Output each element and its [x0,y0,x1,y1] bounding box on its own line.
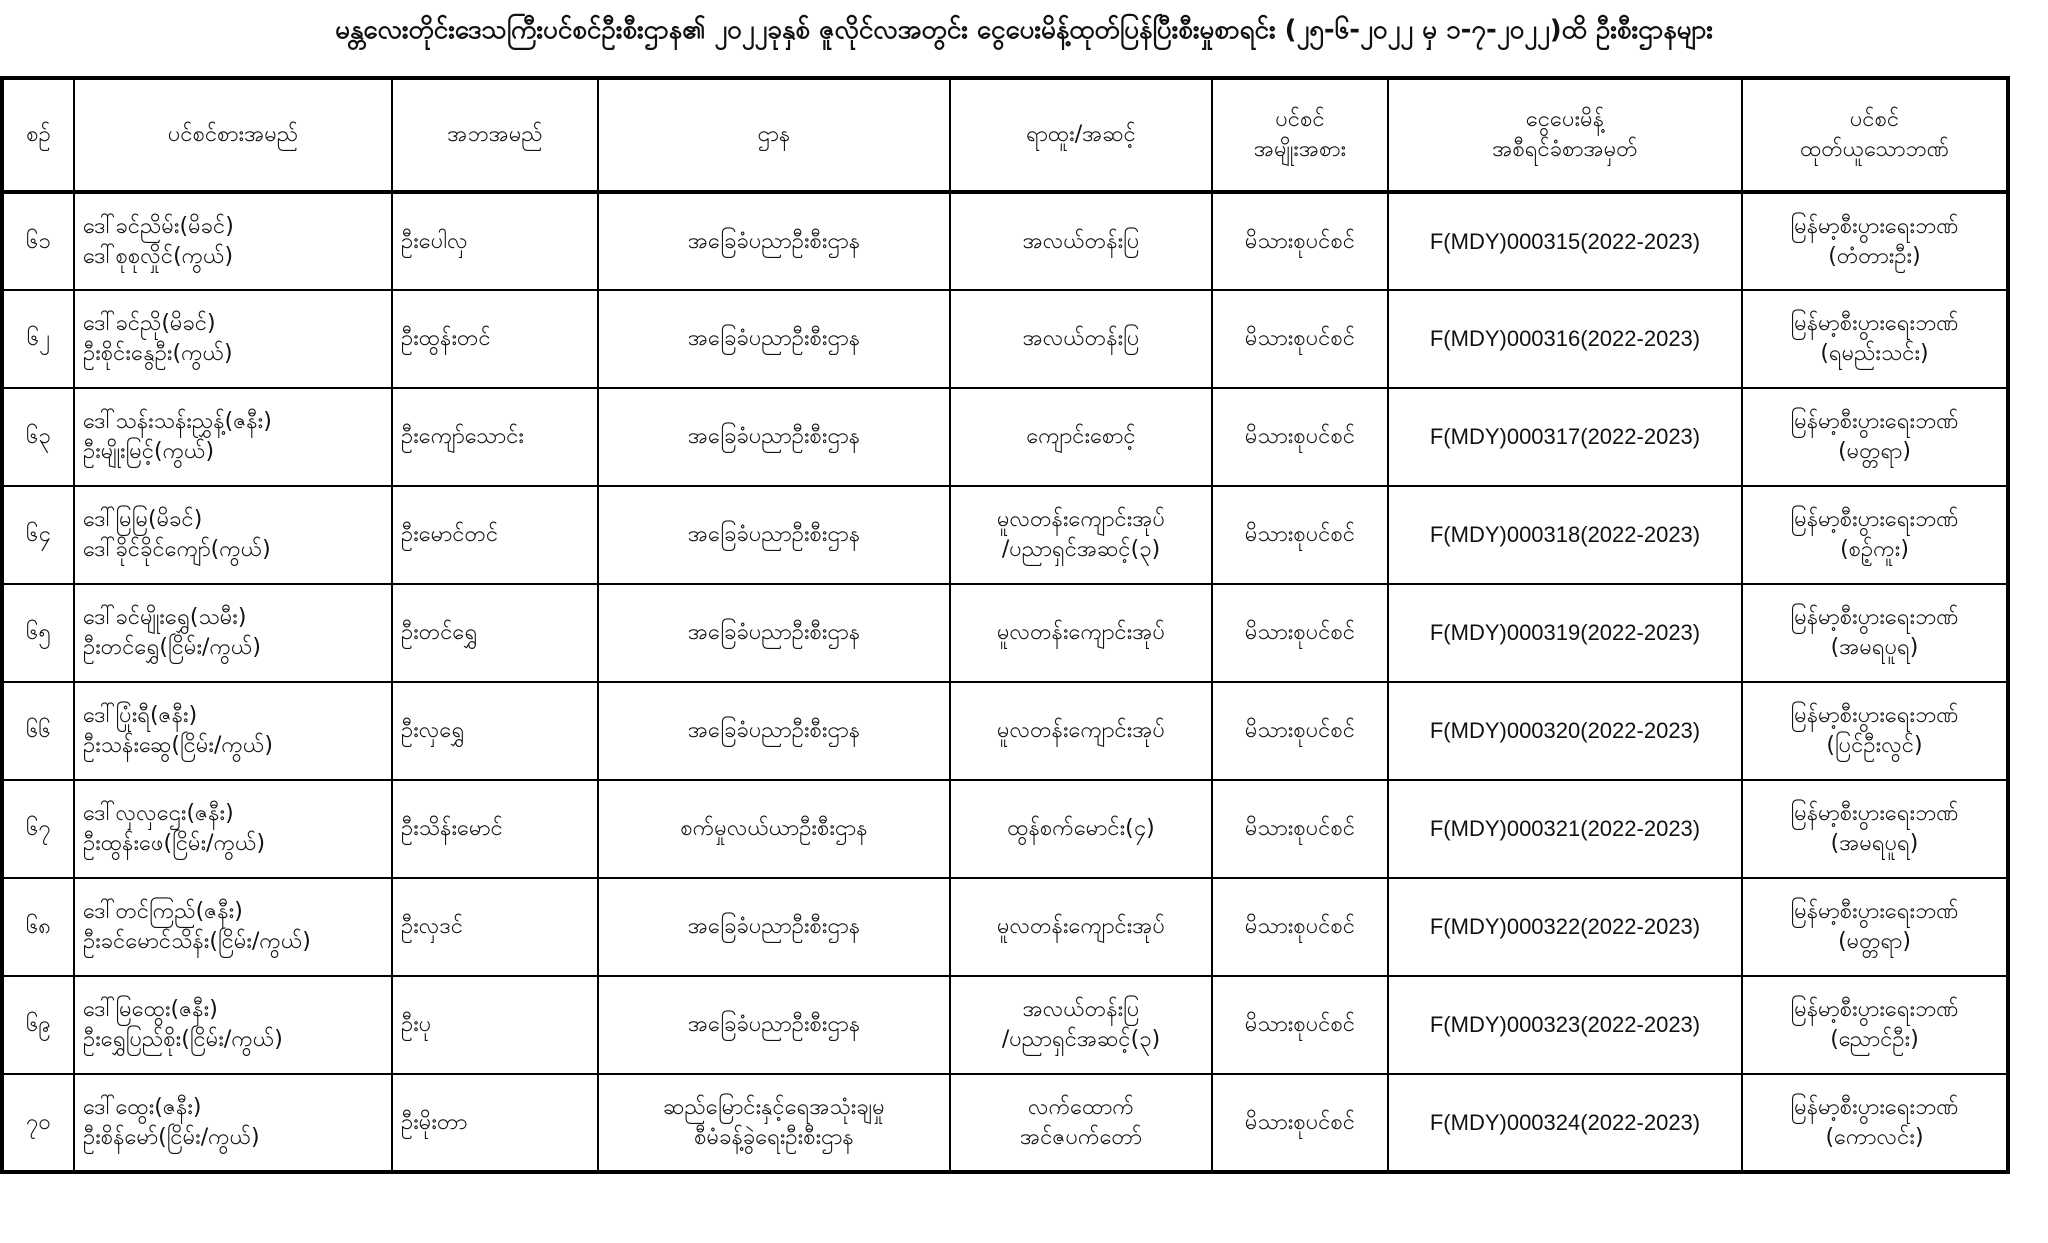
pension-type-cell: မိသားစုပင်စင် [1212,878,1388,976]
paying-bank-cell [1742,486,2008,584]
row-number: ၆၄ [2,486,74,584]
pensioner-name-line: ဦးခင်မောင်သိန်း(ငြိမ်း/ကွယ်) [83,929,311,954]
pensioner-name-line: ဦးသန်းဆွေ(ငြိမ်း/ကွယ်) [83,733,273,758]
pay-order-number-cell: F(MDY)000319(2022-2023) [1388,584,1742,682]
pension-type-cell: မိသားစုပင်စင် [1212,976,1388,1074]
department-cell [598,976,950,1074]
row-number: ၇၀ [2,1074,74,1172]
department-line: စီမံခန့်ခွဲရေးဦးစီးဌာန [694,1124,854,1150]
rank-cell [950,780,1212,878]
paying-bank-line: မြန်မာ့စီးပွားရေးဘဏ် [1790,1094,1959,1120]
father-name-cell: ဦးသိန်းမောင် [392,780,598,878]
pay-order-number-cell: F(MDY)000323(2022-2023) [1388,976,1742,1074]
pensioner-name-cell [74,976,392,1074]
header-pension-type [1212,78,1388,192]
father-name-cell: ဦးမောင်တင် [392,486,598,584]
department-line: ဆည်မြောင်းနှင့်ရေအသုံးချမှု [663,1094,885,1120]
pensioner-name-line: ဦးစိန်မော်(ငြိမ်း/ကွယ်) [83,1124,260,1150]
pensioner-name-line: ဒေါ်ထွေး(ဇနီး) [83,1094,202,1120]
department-cell [598,192,950,290]
rank-cell [950,584,1212,682]
rank-cell [950,290,1212,388]
pensioner-name-line: ဒေါ်မြထွေး(ဇနီး) [83,997,218,1023]
pension-type-cell: မိသားစုပင်စင် [1212,192,1388,290]
father-name-cell: ဦးကျော်သောင်း [392,388,598,486]
header-paying-bank-line: ပင်စင် [1849,107,1900,133]
pensioner-name-line: ဦးမျိုးမြင့်(ကွယ်) [83,439,215,464]
pensioner-name-line: ဦးတင်ရွှေ(ငြိမ်း/ကွယ်) [83,635,261,660]
paying-bank-line: (ရမည်းသင်း) [1820,341,1929,366]
row-number: ၆၂ [2,290,74,388]
row-number: ၆၇ [2,780,74,878]
pensioner-name-line: ဒေါ်စုစုလှိုင်(ကွယ်) [83,243,234,269]
rank-line: ကျောင်းစောင့် [1026,424,1136,450]
pay-order-number-cell: F(MDY)000321(2022-2023) [1388,780,1742,878]
rank-cell [950,192,1212,290]
table-row [2,780,2008,878]
header-pay-order [1388,78,1742,192]
paying-bank-line: မြန်မာ့စီးပွားရေးဘဏ် [1790,801,1959,827]
department-line: အခြေခံပညာဦးစီးဌာန [687,1012,861,1038]
pensioner-name-line: ဦးစိုင်းနွေဦး(ကွယ်) [83,341,233,366]
father-name-cell: ဦးတင်ရွှေ [392,584,598,682]
department-line: အခြေခံပညာဦးစီးဌာန [687,326,861,352]
header-pension-type-line: အမျိုးအစား [1253,137,1347,162]
row-number: ၆၃ [2,388,74,486]
paying-bank-cell [1742,388,2008,486]
pay-order-number-cell: F(MDY)000324(2022-2023) [1388,1074,1742,1172]
table-row [2,192,2008,290]
pensioner-name-cell [74,878,392,976]
paying-bank-line: (တံတားဦး) [1828,243,1921,269]
pensioner-name-cell [74,388,392,486]
header-pay-order-line: ငွေပေးမိန့် [1525,107,1605,133]
rank-line: မူလတန်းကျောင်းအုပ် [996,620,1166,646]
header-pay-order-line: အစီရင်ခံစာအမှတ် [1492,137,1638,162]
rank-cell [950,682,1212,780]
paying-bank-cell [1742,584,2008,682]
pay-order-number-cell: F(MDY)000317(2022-2023) [1388,388,1742,486]
rank-line: မူလတန်းကျောင်းအုပ် [996,507,1166,533]
pensioner-name-cell [74,486,392,584]
pay-order-number-cell: F(MDY)000318(2022-2023) [1388,486,1742,584]
header-department: ဌာန [598,78,950,192]
rank-cell [950,388,1212,486]
rank-line: အင်ဇပက်တော် [1020,1124,1142,1150]
rank-line: အလယ်တန်းပြ [1022,326,1140,352]
pensioner-name-line: ဒေါ်ပြုံးရီ(ဇနီး) [83,703,198,729]
paying-bank-line: မြန်မာ့စီးပွားရေးဘဏ် [1790,507,1959,533]
department-line: အခြေခံပညာဦးစီးဌာန [687,522,861,548]
pension-type-cell: မိသားစုပင်စင် [1212,290,1388,388]
paying-bank-cell [1742,878,2008,976]
row-number: ၆၈ [2,878,74,976]
pensioner-name-line: ဒေါ်တင်ကြည်(ဇနီး) [83,899,243,925]
table-row [2,290,2008,388]
department-cell [598,584,950,682]
paying-bank-cell [1742,192,2008,290]
rank-cell [950,976,1212,1074]
header-paying-bank-line: ထုတ်ယူသောဘဏ် [1800,137,1949,162]
father-name-cell: ဦးပု [392,976,598,1074]
paying-bank-line: မြန်မာ့စီးပွားရေးဘဏ် [1790,997,1959,1023]
pension-type-cell: မိသားစုပင်စင် [1212,1074,1388,1172]
pensioner-name-cell [74,780,392,878]
pensioner-name-cell [74,584,392,682]
paying-bank-line: (ညောင်ဦး) [1830,1027,1919,1052]
father-name-cell: ဦးမိုးတာ [392,1074,598,1172]
pensioner-name-cell [74,682,392,780]
department-line: အခြေခံပညာဦးစီးဌာန [687,620,861,646]
pensioner-name-line: ဒေါ်လှလှဌေး(ဇနီး) [83,801,234,827]
paying-bank-line: မြန်မာ့စီးပွားရေးဘဏ် [1790,605,1959,631]
department-cell [598,780,950,878]
header-row [2,78,2008,192]
rank-line: အလယ်တန်းပြ [1022,228,1140,254]
department-line: အခြေခံပညာဦးစီးဌာန [687,424,861,450]
rank-line: မူလတန်းကျောင်းအုပ် [996,718,1166,744]
document-title: မန္တလေးတိုင်းဒေသကြီးပင်စင်ဦးစီးဌာန၏ ၂၀၂၂ခုနှစ် ဇူလိုင်လအတွင်း ငွေပေးမိန့်ထုတ်ပြန်ပြီးစီးမှုစာရင်း (၂၅-၆-၂၀၂၂ မှ ၁-၇-၂၀၂၂)ထိ ဦးစီးဌာနများ [335,14,1713,45]
paying-bank-line: (ပြင်ဦးလွင်) [1826,733,1923,758]
header-pensioner-name: ပင်စင်စားအမည် [74,78,392,192]
pensioner-name-line: ဒေါ်ခင်ညို(မိခင်) [83,311,216,337]
father-name-cell: ဦးလှဒင် [392,878,598,976]
paying-bank-line: (အမရပူရ) [1830,831,1919,856]
paying-bank-cell [1742,976,2008,1074]
paying-bank-cell [1742,290,2008,388]
pensioner-name-line: ဒေါ်မြမြ(မိခင်) [83,507,203,533]
rank-cell [950,486,1212,584]
paying-bank-line: (ကောလင်း) [1825,1124,1924,1150]
table-row [2,584,2008,682]
pay-order-number-cell: F(MDY)000320(2022-2023) [1388,682,1742,780]
department-cell [598,1074,950,1172]
paying-bank-line: မြန်မာ့စီးပွားရေးဘဏ် [1790,213,1959,239]
department-cell [598,878,950,976]
rank-cell [950,1074,1212,1172]
row-number: ၆၅ [2,584,74,682]
header-no: စဉ် [2,78,74,192]
paying-bank-line: (အမရပူရ) [1830,635,1919,660]
paying-bank-line: မြန်မာ့စီးပွားရေးဘဏ် [1790,899,1959,925]
pension-type-cell: မိသားစုပင်စင် [1212,584,1388,682]
pensioner-name-line: ဦးရွှေပြည်စိုး(ငြိမ်း/ကွယ်) [83,1027,283,1052]
paying-bank-line: (စဉ့်ကူး) [1840,537,1909,562]
paying-bank-cell [1742,682,2008,780]
department-cell [598,290,950,388]
rank-cell [950,878,1212,976]
row-number: ၆၉ [2,976,74,1074]
paying-bank-line: မြန်မာ့စီးပွားရေးဘဏ် [1790,311,1959,337]
table-row [2,976,2008,1074]
rank-line: ထွန်စက်မောင်း(၄) [1007,816,1155,842]
father-name-cell: ဦးပေါလှ [392,192,598,290]
paying-bank-cell [1742,780,2008,878]
pension-type-cell: မိသားစုပင်စင် [1212,388,1388,486]
pension-type-cell: မိသားစုပင်စင် [1212,780,1388,878]
pensioner-name-line: ဒေါ်ခင်မျိုးရွှေ(သမီး) [83,605,247,631]
pensioner-name-cell [74,192,392,290]
paying-bank-line: မြန်မာ့စီးပွားရေးဘဏ် [1790,409,1959,435]
department-line: စက်မှုလယ်ယာဦးစီးဌာန [680,816,868,842]
pay-order-number-cell: F(MDY)000316(2022-2023) [1388,290,1742,388]
paying-bank-line: (မတ္တရာ) [1838,929,1911,954]
table-row [2,388,2008,486]
header-father-name: အဘအမည် [392,78,598,192]
pensioner-name-line: ဒေါ်ခင်ညိမ်း(မိခင်) [83,213,234,239]
pensioner-name-cell [74,290,392,388]
table-body [2,192,2008,1172]
department-cell [598,682,950,780]
table-row [2,878,2008,976]
father-name-cell: ဦးလှရွှေ [392,682,598,780]
pensioner-name-line: ဒေါ်ခိုင်ခိုင်ကျော်(ကွယ်) [83,537,271,562]
header-paying-bank [1742,78,2008,192]
department-line: အခြေခံပညာဦးစီးဌာန [687,914,861,940]
pay-order-number-cell: F(MDY)000322(2022-2023) [1388,878,1742,976]
department-line: အခြေခံပညာဦးစီးဌာန [687,228,861,254]
pensioner-name-line: ဒေါ်သန်းသန်းညွှန့်(ဇနီး) [83,409,272,435]
rank-line: မူလတန်းကျောင်းအုပ် [996,914,1166,940]
rank-line: လက်ထောက် [1028,1094,1134,1120]
header-rank: ရာထူး/အဆင့် [950,78,1212,192]
pension-table [0,76,2010,1174]
paying-bank-line: (မတ္တရာ) [1838,439,1911,464]
table-row [2,682,2008,780]
row-number: ၆၁ [2,192,74,290]
header-pension-type-line: ပင်စင် [1275,107,1325,133]
pension-type-cell: မိသားစုပင်စင် [1212,486,1388,584]
department-line: အခြေခံပညာဦးစီးဌာန [687,718,861,744]
rank-line: /ပညာရှင်အဆင့်(၃) [1001,537,1161,562]
pension-type-cell: မိသားစုပင်စင် [1212,682,1388,780]
rank-line: /ပညာရှင်အဆင့်(၃) [1001,1027,1161,1052]
row-number: ၆၆ [2,682,74,780]
rank-line: အလယ်တန်းပြ [1022,997,1140,1023]
department-cell [598,388,950,486]
paying-bank-line: မြန်မာ့စီးပွားရေးဘဏ် [1790,703,1959,729]
father-name-cell: ဦးထွန်းတင် [392,290,598,388]
table-row [2,486,2008,584]
pensioner-name-line: ဦးထွန်းဖေ(ငြိမ်း/ကွယ်) [83,831,266,856]
paying-bank-cell [1742,1074,2008,1172]
pay-order-number-cell: F(MDY)000315(2022-2023) [1388,192,1742,290]
table-row [2,1074,2008,1172]
department-cell [598,486,950,584]
pensioner-name-cell [74,1074,392,1172]
